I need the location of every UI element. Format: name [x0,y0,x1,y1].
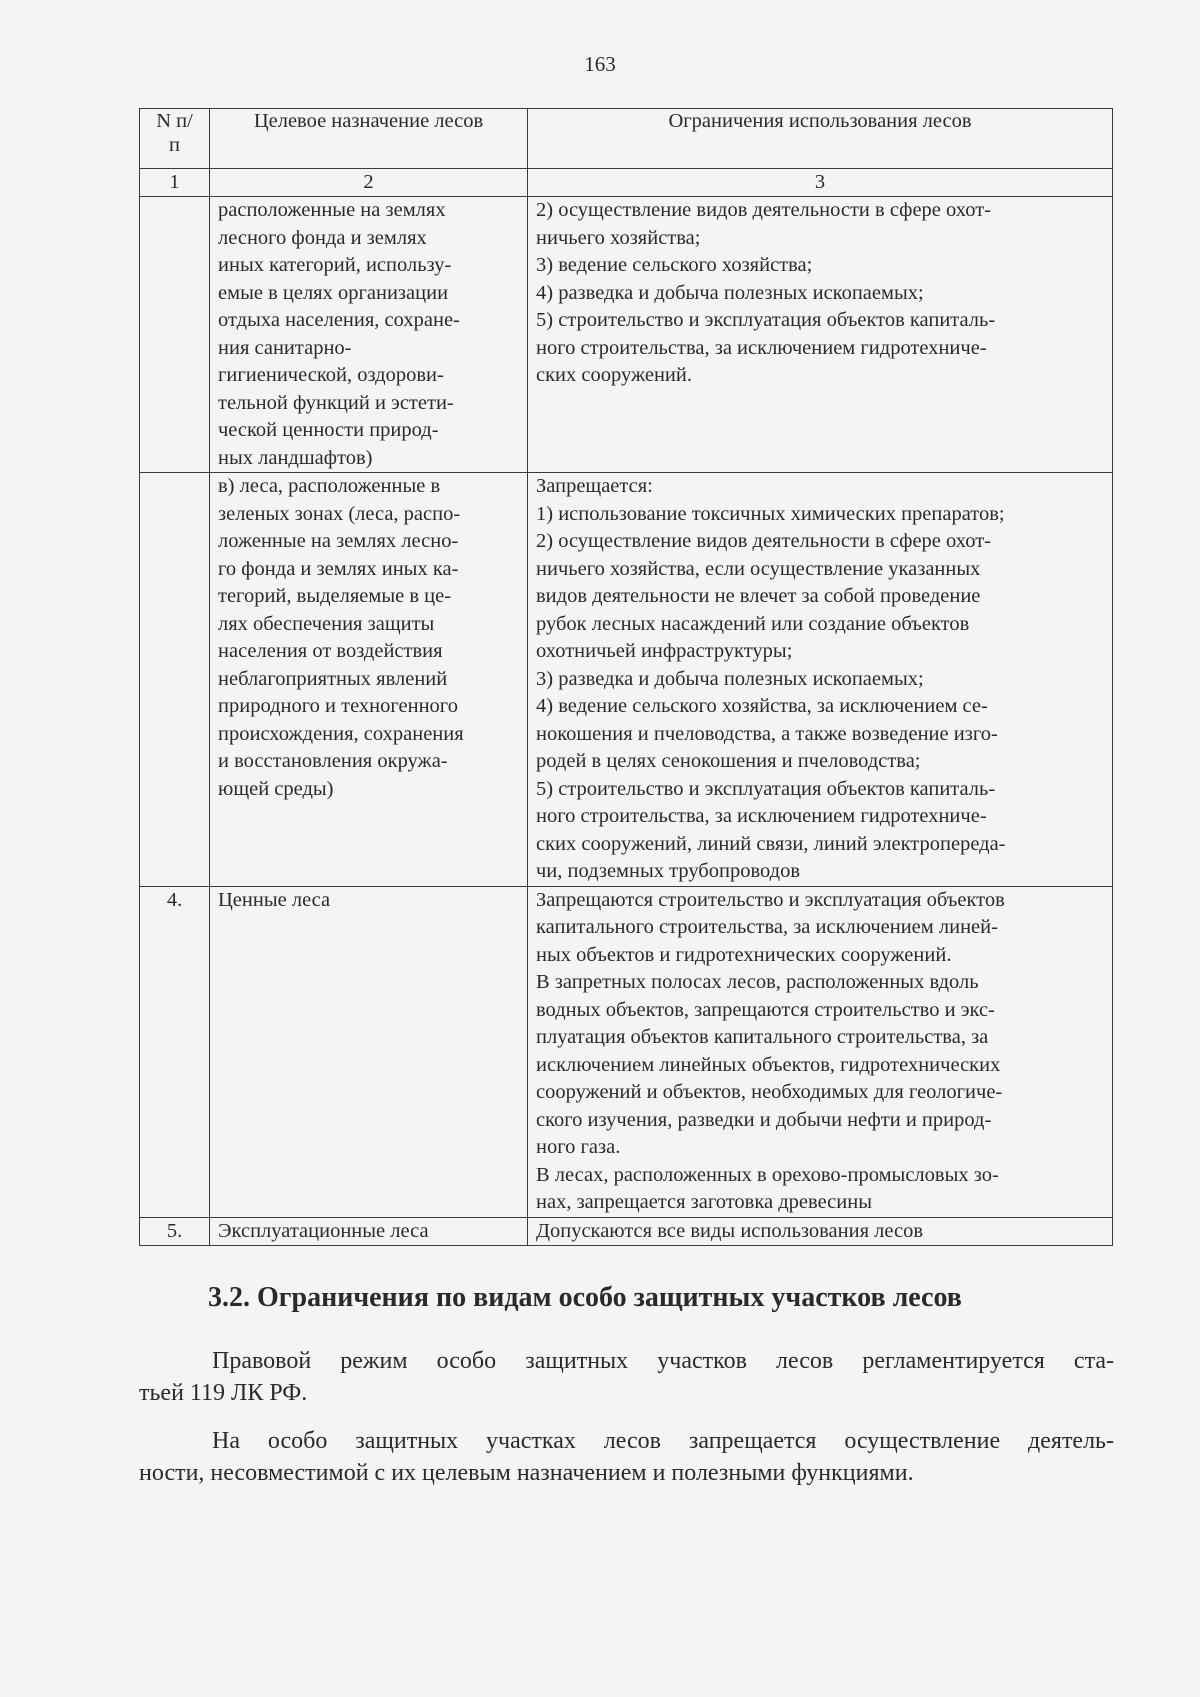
purpose-line: расположенные на землях [218,199,446,221]
restriction-line: Допускаются все виды использования лесов [536,1219,924,1242]
purpose-line: ческой ценности природ- [218,419,439,441]
restriction-line: ного газа. [536,1136,621,1158]
page-number: 163 [584,52,616,76]
header-number: N п/п [140,109,210,169]
purpose-line: тегорий, выделяемые в це- [218,585,452,607]
purpose-line: и восстановления окружа- [218,750,448,772]
purpose-line: природного и техногенного [218,695,458,717]
restriction-line: ничьего хозяйства; [536,226,701,249]
paragraph [139,1425,1114,1489]
purpose-line: ных ландшафтов) [218,446,373,469]
row-number: 4. [140,886,210,1217]
purpose-line: зеленых зонах (леса, распо- [218,502,461,525]
restriction-line: плуатация объектов капитального строительства, за [536,1026,989,1048]
restriction-line: исключением линейных объектов, гидротехнических [536,1053,1001,1076]
purpose-line: гигиенической, оздорови- [218,364,444,386]
row-number [140,473,210,887]
restriction-line: Запрещается: [536,475,653,497]
restriction-line: ских сооружений, линий связи, линий электропереда- [536,832,1006,855]
paragraph-line: На особо защитных участках лесов запрещается осуществление деятель- [212,1428,1114,1454]
restriction-cell [528,1217,1113,1246]
restriction-line: В запретных полосах лесов, расположенных вдоль [536,971,979,993]
restriction-line: чи, подземных трубопроводов [536,860,801,882]
restriction-line: 4) ведение сельского хозяйства, за исключением се- [536,695,988,717]
restriction-line: Запрещаются строительство и эксплуатация объектов [536,888,1005,911]
column-number: 1 [140,169,210,197]
row-number [140,197,210,473]
purpose-line: Ценные леса [218,888,331,911]
restriction-line: сооружений и объектов, необходимых для геологиче- [536,1081,1003,1103]
paragraph [139,1345,1114,1409]
purpose-line: тельной функций и эстети- [218,391,454,414]
paragraph-line: тьей 119 ЛК РФ. [139,1380,308,1406]
purpose-line: лесного фонда и землях [218,226,427,249]
restriction-line: 1) использование токсичных химических препаратов; [536,502,1005,525]
section-title: 3.2. Ограничения по видам особо защитных участков лесов [208,1282,962,1313]
purpose-line: в) леса, расположенные в [218,475,441,497]
purpose-line: Эксплуатационные леса [218,1219,429,1242]
restrictions-table [139,108,1113,1246]
restriction-cell [528,197,1113,473]
table-row [140,886,1113,1217]
header-restriction: Ограничения использования лесов [528,109,1113,169]
restriction-cell [528,473,1113,887]
restriction-line: водных объектов, запрещаются строительство и экс- [536,998,995,1021]
column-number: 2 [210,169,528,197]
purpose-line: отдыха населения, сохране- [218,309,460,331]
restriction-line: ных объектов и гидротехнических сооружений. [536,943,952,966]
purpose-line: неблагоприятных явлений [218,667,448,690]
purpose-cell [210,197,528,473]
purpose-line: иных категорий, использу- [218,254,452,276]
restriction-line: ного строительства, за исключением гидротехниче- [536,336,987,359]
purpose-line: лях обеспечения защиты [218,612,435,635]
purpose-line: ния санитарно- [218,336,352,359]
table-row [140,197,1113,473]
restriction-line: ских сооружений. [536,364,692,386]
paragraph-line: Правовой режим особо защитных участков лесов регламентируется ста- [212,1348,1114,1374]
restriction-line: ского изучения, разведки и добычи нефти и природ- [536,1108,992,1131]
restriction-line: 2) осуществление видов деятельности в сфере охот- [536,530,991,552]
restriction-line: нокошения и пчеловодства, а также возведение изго- [536,722,998,745]
purpose-cell [210,1217,528,1246]
restriction-line: ничьего хозяйства, если осуществление указанных [536,557,981,580]
row-number: 5. [140,1217,210,1246]
purpose-line: происхождения, сохранения [218,722,464,745]
header-purpose: Целевое назначение лесов [210,109,528,169]
purpose-cell [210,886,528,1217]
purpose-line: ющей среды) [218,777,334,800]
restriction-line: родей в целях сенокошения и пчеловодства; [536,750,921,772]
column-number: 3 [528,169,1113,197]
restriction-line: 3) разведка и добыча полезных ископаемых; [536,667,924,690]
restriction-line: нах, запрещается заготовка древесины [536,1191,872,1213]
restriction-line: ного строительства, за исключением гидротехниче- [536,805,987,827]
table-row [140,473,1113,887]
purpose-cell [210,473,528,887]
restriction-line: 3) ведение сельского хозяйства; [536,254,813,276]
restriction-line: капитального строительства, за исключением линей- [536,916,998,938]
restriction-line: видов деятельности не влечет за собой проведение [536,585,981,607]
paragraph-line: ности, несовместимой с их целевым назначением и полезными функциями. [139,1460,914,1486]
purpose-line: го фонда и землях иных ка- [218,557,459,580]
restriction-line: 4) разведка и добыча полезных ископаемых; [536,281,924,304]
table-row [140,1217,1113,1246]
restriction-line: В лесах, расположенных в орехово-промысловых зо- [536,1163,999,1186]
restriction-line: охотничьей инфраструктуры; [536,640,793,662]
restriction-cell [528,886,1113,1217]
purpose-line: населения от воздействия [218,640,443,662]
table-header-row [140,109,1113,169]
purpose-line: емые в целях организации [218,281,449,304]
column-number-row [140,169,1113,197]
restriction-line: 5) строительство и эксплуатация объектов капиталь- [536,777,996,800]
restriction-line: 2) осуществление видов деятельности в сфере охот- [536,199,991,221]
purpose-line: ложенные на землях лесно- [218,530,459,552]
restriction-line: рубок лесных насаждений или создание объектов [536,612,970,635]
restriction-line: 5) строительство и эксплуатация объектов капиталь- [536,309,996,331]
